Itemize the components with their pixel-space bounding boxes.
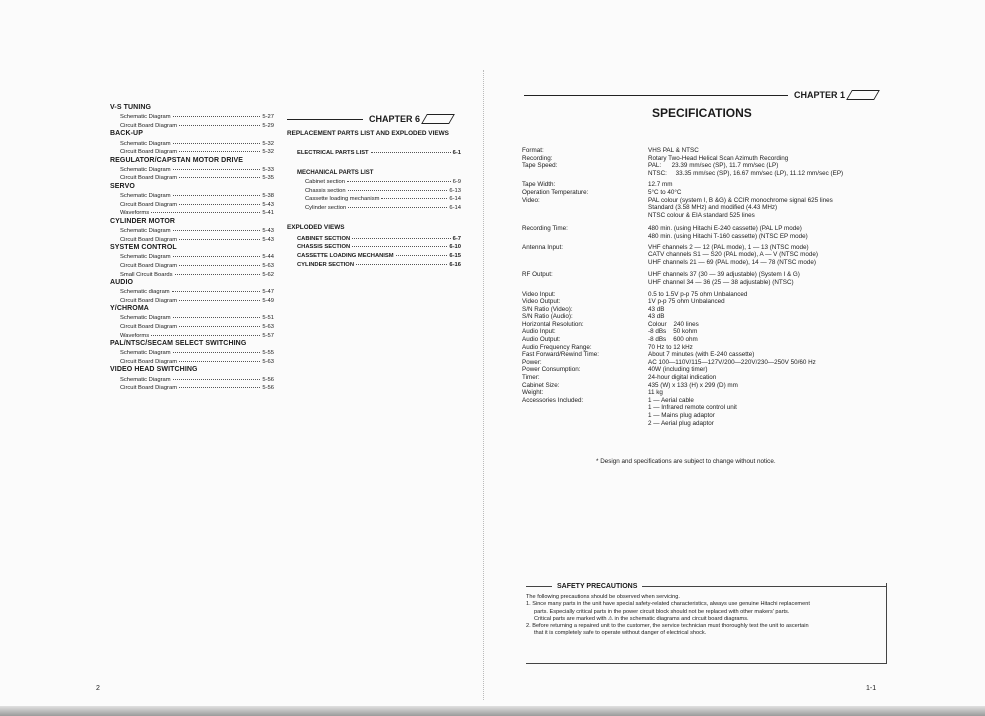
- spec-value: [648, 306, 902, 314]
- spec-value-line: 11 kg: [648, 389, 663, 397]
- chapter1-title: CHAPTER 1: [794, 90, 846, 100]
- spec-value: [648, 389, 902, 397]
- chapter-box-icon: [846, 90, 880, 100]
- spec-value: [648, 271, 902, 286]
- spec-value-line: NTSC colour & EIA standard 525 lines: [648, 211, 755, 219]
- spec-value-line: 0.5 to 1.5V p-p 75 ohm Unbalanced: [648, 290, 748, 298]
- leader-dots: [179, 264, 260, 266]
- spec-value-line: 70 Hz to 12 kHz: [648, 343, 693, 351]
- spec-key: Video Output:: [522, 298, 561, 306]
- toc-entry[interactable]: CASSETTE LOADING MECHANISM 6-15: [297, 253, 461, 260]
- spec-value-line: 40W (including timer): [648, 366, 708, 374]
- spec-value: [648, 359, 902, 367]
- toc-section-title: CYLINDER MOTOR: [110, 217, 176, 225]
- toc-entry[interactable]: CHASSIS SECTION 6-10: [297, 244, 461, 251]
- spec-value-line: 12.7 mm: [648, 181, 673, 189]
- toc-entry[interactable]: Circuit Board Diagram 5-63: [120, 324, 274, 331]
- chapter1-bar: [524, 88, 884, 102]
- spec-value-line: 43 dB: [648, 313, 665, 321]
- design-note: * Design and specifications are subject to change without notice.: [596, 458, 776, 465]
- safety-item: 1. Since many parts in the unit have special safety-related characteristics, always use genuine Hitachi replacement: [526, 601, 810, 608]
- spec-key: Operation Temperature:: [522, 188, 589, 196]
- leader-dots: [173, 255, 261, 257]
- spec-value: [648, 344, 902, 352]
- spec-row: [522, 374, 902, 382]
- spec-value-line: UHF channels 37 (30 — 39 adjustable) (System I & G): [648, 271, 800, 279]
- spec-value: [648, 328, 902, 336]
- leader-dots: [173, 351, 261, 353]
- spec-key: S/N Ratio (Audio):: [522, 313, 573, 321]
- leader-dots: [173, 194, 261, 196]
- spec-value: [648, 298, 902, 306]
- toc-section-title: SERVO: [110, 182, 135, 190]
- spec-key: Cabinet Size:: [522, 381, 560, 389]
- toc-entry[interactable]: CYLINDER SECTION 6-16: [297, 261, 461, 268]
- scan-shadow: [0, 706, 985, 716]
- spec-value-line: 1 — Infrared remote control unit: [648, 404, 737, 412]
- spec-row: [522, 181, 902, 189]
- spec-row: [522, 189, 902, 197]
- toc-section-title: BACK-UP: [110, 130, 143, 138]
- spec-row: [522, 197, 902, 220]
- spec-value: [648, 147, 902, 155]
- spec-key: Horizontal Resolution:: [522, 320, 584, 328]
- leader-dots: [381, 197, 447, 199]
- toc-entry[interactable]: Schematic Diagram 5-44: [120, 254, 274, 261]
- spec-value-line: -8 dBs 600 ohm: [648, 336, 698, 344]
- spec-key: Antenna Input:: [522, 243, 563, 251]
- toc-entry[interactable]: Schematic diagram 5-47: [120, 289, 274, 296]
- spec-key: Tape Speed:: [522, 162, 558, 170]
- leader-dots: [348, 206, 447, 208]
- spec-row: [522, 155, 902, 163]
- spec-value-line: 435 (W) x 133 (H) x 299 (D) mm: [648, 381, 738, 389]
- spec-value-line: 2 — Aerial plug adaptor: [648, 419, 714, 427]
- toc-section-title: Y/CHROMA: [110, 305, 149, 313]
- spec-key: Recording Time:: [522, 225, 568, 233]
- spec-value-line: VHS PAL & NTSC: [648, 147, 699, 154]
- spec-row: [522, 313, 902, 321]
- safety-item: that it is completely safe to operate without danger of electrical shock.: [534, 630, 707, 637]
- spec-value-line: UHF channels 21 — 69 (PAL mode), 14 — 78 (NTSC mode): [648, 258, 816, 266]
- spec-row: [522, 389, 902, 397]
- spec-key: Fast Forward/Rewind Time:: [522, 351, 599, 359]
- toc-entry[interactable]: Circuit Board Diagram 5-35: [120, 175, 274, 182]
- page-fold: [483, 70, 486, 700]
- spec-key: Video:: [522, 196, 540, 204]
- toc-entry[interactable]: Schematic Diagram 5-32: [120, 140, 274, 147]
- spec-key: Timer:: [522, 374, 540, 382]
- toc-entry[interactable]: Circuit Board Diagram 5-56: [120, 385, 274, 392]
- safety-header: [526, 583, 886, 590]
- spec-key: Power:: [522, 358, 542, 366]
- spec-value-line: 1 — Aerial cable: [648, 396, 694, 404]
- spec-value-line: AC 100—110V/115—127V/200—220V/230—250V 50/60 Hz: [648, 358, 816, 366]
- spec-value: [648, 366, 902, 374]
- spec-row: [522, 225, 902, 240]
- exploded-title: EXPLODED VIEWS: [287, 224, 345, 232]
- toc-section-title: SYSTEM CONTROL: [110, 244, 177, 252]
- spec-value-line: NTSC: 33.35 mm/sec (SP), 16.67 mm/sec (LP), 11.12 mm/sec (EP): [648, 169, 844, 177]
- spec-row: [522, 291, 902, 299]
- toc-entry[interactable]: Circuit Board Diagram 5-32: [120, 149, 274, 156]
- chapter6-block: [287, 112, 461, 269]
- spec-row: [522, 382, 902, 390]
- spec-key: Weight:: [522, 389, 544, 397]
- toc-entry[interactable]: Circuit Board Diagram 5-43: [120, 236, 274, 243]
- toc-entry[interactable]: Schematic Diagram 5-27: [120, 114, 274, 121]
- leader-dots: [352, 245, 447, 247]
- spec-key: Video Input:: [522, 290, 556, 298]
- leader-dots: [175, 273, 261, 275]
- toc-entry[interactable]: ELECTRICAL PARTS LIST 6-1: [297, 150, 461, 157]
- page-number-left: 2: [96, 685, 100, 692]
- mechanical-title: MECHANICAL PARTS LIST: [297, 169, 374, 176]
- toc-entry[interactable]: Chassis section 6-13: [305, 187, 461, 194]
- chapter6-bar: [287, 112, 461, 126]
- spec-value: [648, 197, 902, 220]
- spec-value-line: 24-hour digital indication: [648, 374, 717, 382]
- spec-value: [648, 225, 902, 240]
- spec-value-line: 1V p-p 75 ohm Unbalanced: [648, 298, 725, 306]
- leader-dots: [179, 150, 260, 152]
- spec-key: RF Output:: [522, 271, 553, 279]
- spec-row: [522, 298, 902, 306]
- leader-dots: [179, 360, 260, 362]
- toc-entry[interactable]: Cylinder section 6-14: [305, 205, 461, 212]
- leader-dots: [179, 325, 260, 327]
- chapter6-subtitle: REPLACEMENT PARTS LIST AND EXPLODED VIEWS: [287, 130, 449, 137]
- spec-value: [648, 244, 902, 267]
- leader-dots: [173, 378, 261, 380]
- spec-key: Recording:: [522, 154, 553, 162]
- toc-entry[interactable]: Circuit Board Diagram 5-43: [120, 201, 274, 208]
- spec-value-line: PAL: 23.39 mm/sec (SP), 11.7 mm/sec (LP): [648, 162, 779, 170]
- spec-key: Accessories Included:: [522, 396, 584, 404]
- spec-value-line: 480 min. (using Hitachi T-160 cassette) (NTSC EP mode): [648, 232, 808, 240]
- spec-key: Tape Width:: [522, 181, 556, 189]
- specifications-heading: SPECIFICATIONS: [652, 106, 752, 120]
- leader-dots: [179, 176, 260, 178]
- spec-row: [522, 306, 902, 314]
- spec-row: [522, 359, 902, 367]
- toc-section-title: PAL/NTSC/SECAM SELECT SWITCHING: [110, 340, 247, 348]
- leader-dots: [173, 316, 261, 318]
- toc-entry[interactable]: Waveforms 5-41: [120, 210, 274, 217]
- spec-key: Power Consumption:: [522, 366, 581, 374]
- spec-value: [648, 336, 902, 344]
- spec-value-line: PAL colour (system I, B &G) & CCIR monochrome signal 625 lines: [648, 196, 833, 204]
- spec-value: [648, 189, 902, 197]
- spec-value: [648, 351, 902, 359]
- leader-dots: [348, 189, 448, 191]
- spec-value: [648, 374, 902, 382]
- chapter-box-icon: [421, 114, 455, 124]
- toc-entry[interactable]: Schematic Diagram 5-33: [120, 166, 274, 173]
- specifications-table: [522, 147, 902, 427]
- leader-dots: [172, 290, 261, 292]
- spec-row: [522, 271, 902, 286]
- spec-value-line: VHF channels 2 — 12 (PAL mode), 1 — 13 (NTSC mode): [648, 243, 809, 251]
- toc-entry[interactable]: Schematic Diagram 5-38: [120, 193, 274, 200]
- exploded-views-group: [287, 224, 461, 269]
- toc-section-title: REGULATOR/CAPSTAN MOTOR DRIVE: [110, 156, 244, 164]
- spec-row: [522, 162, 902, 177]
- toc-entry[interactable]: Schematic Diagram 5-51: [120, 315, 274, 322]
- spec-value-line: 480 min. (using Hitachi E-240 cassette) (PAL LP mode): [648, 225, 802, 233]
- toc-entry[interactable]: Cassette loading mechanism 6-14: [305, 196, 461, 203]
- toc-section-title: V-S TUNING: [110, 104, 152, 111]
- toc-entry[interactable]: Circuit Board Diagram 5-29: [120, 122, 274, 129]
- leader-dots: [179, 203, 260, 205]
- toc-entry[interactable]: Schematic Diagram 5-43: [120, 227, 274, 234]
- spec-value: [648, 382, 902, 390]
- leader-dots: [179, 299, 260, 301]
- leader-dots: [179, 124, 260, 126]
- leader-dots: [347, 180, 451, 182]
- spec-key: Audio Frequency Range:: [522, 343, 592, 351]
- spec-key: Format:: [522, 147, 544, 154]
- spec-row: [522, 328, 902, 336]
- safety-item: 2. Before returning a repaired unit to the customer, the service technician must thoroughly test the unit to ascertain: [526, 623, 809, 630]
- spec-value-line: 1 — Mains plug adaptor: [648, 412, 715, 419]
- leader-dots: [173, 142, 261, 144]
- spec-key: S/N Ratio (Video):: [522, 305, 573, 313]
- spec-value: [648, 155, 902, 163]
- spec-row: [522, 321, 902, 329]
- spec-key: Audio Input:: [522, 328, 556, 336]
- toc-entry[interactable]: Schematic Diagram 5-55: [120, 350, 274, 357]
- spec-value: [648, 397, 902, 427]
- electrical-parts-group: [287, 149, 461, 158]
- spec-row: [522, 351, 902, 359]
- safety-item: parts. Especially critical parts in the power circuit block should not be replaced with other makers' parts.: [534, 608, 790, 615]
- leader-dots: [173, 115, 261, 117]
- chapter-rule: [524, 95, 788, 96]
- spec-value-line: About 7 minutes (with E-240 cassette): [648, 351, 755, 359]
- leader-dots: [173, 229, 261, 231]
- chapter6-title: CHAPTER 6: [369, 114, 421, 124]
- toc-entry[interactable]: Circuit Board Diagram 5-63: [120, 262, 274, 269]
- spec-value-line: Colour 240 lines: [648, 320, 699, 328]
- leader-dots: [179, 386, 260, 388]
- toc-section-title: AUDIO: [110, 278, 134, 286]
- spec-value: [648, 291, 902, 299]
- toc-section-title: VIDEO HEAD SWITCHING: [110, 366, 198, 374]
- leader-dots: [352, 237, 450, 239]
- spec-value: [648, 181, 902, 189]
- spec-value-line: 5°C to 40°C: [648, 188, 682, 196]
- spec-row: [522, 147, 902, 155]
- leader-dots: [356, 263, 447, 265]
- safety-box: [526, 583, 887, 664]
- spec-row: [522, 366, 902, 374]
- safety-intro: The following precautions should be observed when servicing.: [526, 594, 680, 600]
- toc-entry[interactable]: CABINET SECTION 6-7: [297, 235, 461, 242]
- spec-value-line: UHF channel 34 — 36 (25 — 38 adjustable) (NTSC): [648, 278, 794, 286]
- spec-value: [648, 321, 902, 329]
- leader-dots: [173, 168, 261, 170]
- toc-entry[interactable]: Circuit Board Diagram 5-63: [120, 359, 274, 366]
- spec-key: Audio Output:: [522, 336, 561, 344]
- safety-title: SAFETY PRECAUTIONS: [557, 583, 638, 590]
- toc-entry[interactable]: Waveforms 5-57: [120, 332, 274, 339]
- page-number-right: 1-1: [866, 685, 877, 692]
- safety-item: Critical parts are marked with ⚠ in the schematic diagrams and circuit board diagrams.: [534, 615, 749, 622]
- spec-row: [522, 336, 902, 344]
- spec-value-line: Standard (3.58 MHz) and modified (4.43 MHz): [648, 204, 778, 212]
- leader-dots: [151, 211, 260, 213]
- spec-value-line: Rotary Two-Head Helical Scan Azimuth Recording: [648, 154, 789, 162]
- toc-entry[interactable]: Small Circuit Boards 5-62: [120, 271, 274, 278]
- toc-entry[interactable]: Schematic Diagram 5-56: [120, 376, 274, 383]
- spec-value-line: -8 dBs 50 kohm: [648, 328, 698, 336]
- chapter-rule: [287, 119, 363, 120]
- toc-entry[interactable]: Cabinet section 6-9: [305, 179, 461, 186]
- spec-value-line: 43 dB: [648, 305, 665, 313]
- leader-dots: [179, 238, 260, 240]
- spec-value: [648, 313, 902, 321]
- spec-row: [522, 344, 902, 352]
- spec-value-line: CATV channels S1 — S20 (PAL mode), A — V (NTSC mode): [648, 251, 818, 259]
- leader-dots: [396, 254, 448, 256]
- spec-row: [522, 244, 902, 267]
- leader-dots: [151, 334, 260, 336]
- spec-row: [522, 397, 902, 427]
- left-toc: [110, 104, 274, 393]
- spec-value: [648, 162, 902, 177]
- toc-entry[interactable]: Circuit Board Diagram 5-49: [120, 297, 274, 304]
- mechanical-parts-group: [287, 170, 461, 213]
